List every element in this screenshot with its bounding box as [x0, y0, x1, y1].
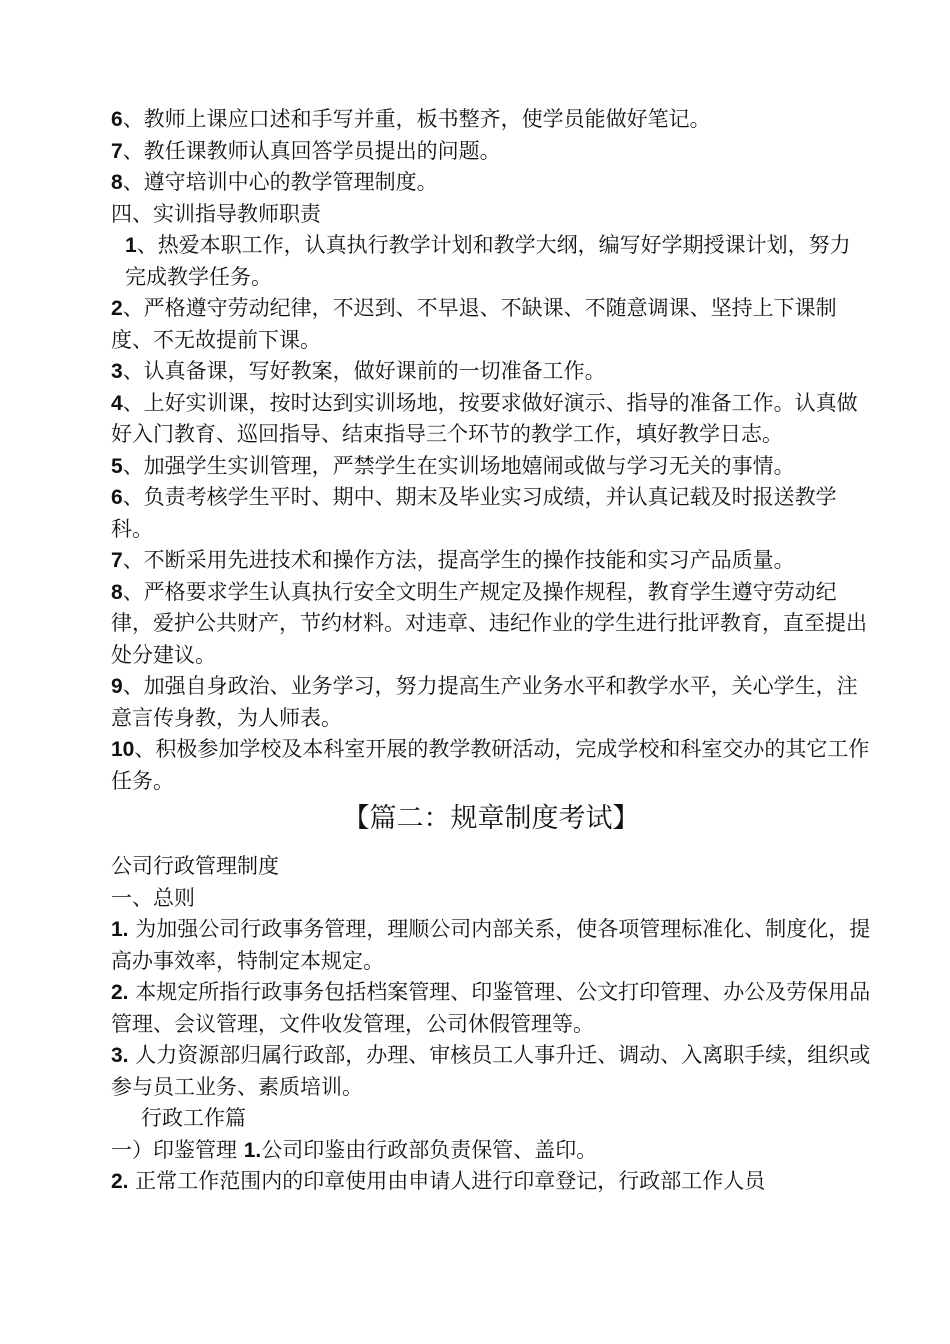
list-item: 6、负责考核学生平时、期中、期末及毕业实习成绩，并认真记载及时报送教学科。: [111, 485, 837, 541]
section-heading: 四、实训指导教师职责: [111, 201, 321, 226]
list-item: 8、遵守培训中心的教学管理制度。: [111, 170, 438, 194]
list-item: 3、认真备课，写好教案，做好课前的一切准备工作。: [111, 359, 606, 383]
list-item: 3. 人力资源部归属行政部，办理、审核员工人事升迁、调动、入离职手续，组织或参与员工业务、素质培训。: [111, 1043, 871, 1099]
list-item: 一）印鉴管理 1.公司印鉴由行政部负责保管、盖印。: [111, 1137, 598, 1162]
chapter-title: 【篇二：规章制度考试】: [342, 803, 640, 834]
list-item: 10、积极参加学校及本科室开展的教学教研活动，完成学校和科室交办的其它工作任务。: [111, 737, 870, 793]
list-item: 2. 正常工作范围内的印章使用由申请人进行印章登记，行政部工作人员: [111, 1169, 766, 1193]
list-item: 5、加强学生实训管理，严禁学生在实训场地嬉闹或做与学习无关的事情。: [111, 453, 795, 478]
document-page: [111, 104, 871, 1198]
section-heading: 行政工作篇: [141, 1106, 246, 1130]
list-item: 1. 为加强公司行政事务管理，理顺公司内部关系，使各项管理标准化、制度化，提高办事效率，特制定本规定。: [111, 917, 871, 973]
list-item: 9、加强自身政治、业务学习，努力提高生产业务水平和教学水平，关心学生，注意言传身教，为人师表。: [111, 674, 858, 730]
list-item: 4、上好实训课，按时达到实训场地，按要求做好演示、指导的准备工作。认真做好入门教育、巡回指导、结束指导三个环节的教学工作，填好教学日志。: [111, 390, 858, 446]
list-item: 1、热爱本职工作，认真执行教学计划和教学大纲，编写好学期授课计划，努力完成教学任务。: [125, 233, 851, 289]
section-heading: 一、总则: [111, 885, 195, 910]
list-item: 2、严格遵守劳动纪律，不迟到、不早退、不缺课、不随意调课、坚持上下课制度、不无故提前下课。: [111, 296, 837, 352]
list-item: 2. 本规定所指行政事务包括档案管理、印鉴管理、公文打印管理、办公及劳保用品管理、会议管理，文件收发管理，公司休假管理等。: [111, 980, 871, 1036]
list-item: 7、教任课教师认真回答学员提出的问题。: [111, 138, 501, 163]
list-item: 7、不断采用先进技术和操作方法，提高学生的操作技能和实习产品质量。: [111, 548, 795, 572]
list-item: 8、严格要求学生认真执行安全文明生产规定及操作规程，教育学生遵守劳动纪律，爱护公共财产，节约材料。对违章、违纪作业的学生进行批评教育，直至提出处分建议。: [111, 579, 867, 667]
document-title: 公司行政管理制度: [111, 854, 279, 878]
list-item: 6、教师上课应口述和手写并重，板书整齐，使学员能做好笔记。: [111, 107, 711, 131]
